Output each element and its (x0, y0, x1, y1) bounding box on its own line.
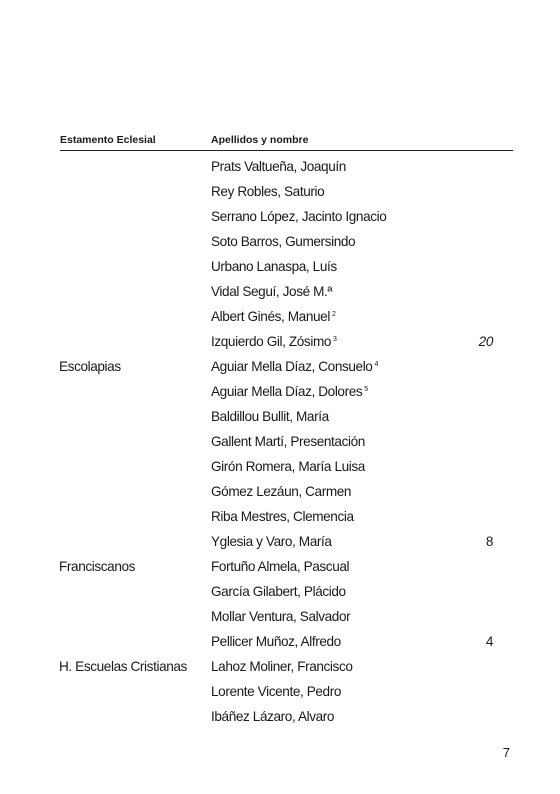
row-name-text: Aguiar Mella Díaz, Consuelo (211, 359, 373, 374)
row-name (211, 634, 341, 649)
table-row (0, 204, 560, 229)
row-name-text: Serrano López, Jacinto Ignacio (211, 209, 387, 224)
page-number: 7 (502, 745, 510, 760)
table-row (0, 304, 560, 329)
table-row (0, 554, 560, 579)
row-name (211, 234, 355, 249)
row-name-text: Izquierdo Gil, Zósimo (211, 334, 332, 349)
row-name (211, 459, 365, 474)
table-row (0, 254, 560, 279)
table-row (0, 504, 560, 529)
row-name-text: Riba Mestres, Clemencia (211, 509, 354, 524)
row-name-text: Lorente Vicente, Pedro (211, 684, 342, 699)
row-name-text: Yglesia y Varo, María (211, 534, 332, 549)
row-name (211, 559, 349, 574)
row-name-text: Baldillou Bullit, María (211, 409, 329, 424)
table-row (0, 454, 560, 479)
row-name (211, 259, 337, 274)
row-name (211, 434, 365, 449)
table-row (0, 679, 560, 704)
row-name (211, 284, 332, 299)
table-row (0, 704, 560, 729)
table-row (0, 604, 560, 629)
row-name-text: Gallent Martí, Presentación (211, 434, 365, 449)
row-name-text: Girón Romera, María Luisa (211, 459, 365, 474)
table-row (0, 354, 560, 379)
row-total: 8 (485, 534, 493, 549)
row-name-text: Albert Ginés, Manuel (211, 309, 330, 324)
table-row (0, 154, 560, 179)
row-name (211, 509, 354, 524)
row-name-text: Pellicer Muñoz, Alfredo (211, 634, 341, 649)
row-name-text: Vidal Seguí, José M.ª (211, 284, 333, 299)
table-row (0, 529, 560, 554)
table-row (0, 654, 560, 679)
table-body (0, 154, 560, 729)
row-total: 20 (478, 334, 493, 349)
row-name (211, 309, 335, 324)
row-name (211, 359, 378, 374)
row-name (211, 659, 353, 674)
row-name-text: Urbano Lanaspa, Luís (211, 259, 337, 274)
row-name (211, 709, 334, 724)
row-group: H. Escuelas Cristianas (59, 659, 187, 674)
footnote-marker: 4 (374, 361, 378, 368)
row-group: Franciscanos (59, 559, 136, 574)
row-name (211, 209, 386, 224)
table-header (60, 134, 513, 151)
row-name (211, 609, 350, 624)
row-name-text: Mollar Ventura, Salvador (211, 609, 351, 624)
table-row (0, 479, 560, 504)
row-name (211, 334, 337, 349)
row-name (211, 384, 368, 399)
table-row (0, 229, 560, 254)
table-row (0, 629, 560, 654)
column-header-apellidos: Apellidos y nombre (211, 134, 309, 146)
table-row (0, 379, 560, 404)
footnote-marker: 5 (364, 386, 368, 393)
row-name (211, 184, 324, 199)
row-name (211, 484, 351, 499)
row-name-text: Rey Robles, Saturio (211, 184, 325, 199)
row-name-text: Soto Barros, Gumersindo (211, 234, 356, 249)
row-name-text: Gómez Lezáun, Carmen (211, 484, 352, 499)
row-name-text: Fortuño Almela, Pascual (211, 559, 350, 574)
row-name-text: Lahoz Moliner, Francisco (211, 659, 353, 674)
column-header-estamento: Estamento Eclesial (60, 134, 156, 146)
row-name-text: Ibáñez Lázaro, Alvaro (211, 709, 335, 724)
footnote-marker: 3 (333, 336, 337, 343)
table-row (0, 179, 560, 204)
table-row (0, 429, 560, 454)
row-name (211, 534, 332, 549)
row-name (211, 409, 329, 424)
row-name (211, 584, 346, 599)
row-name-text: Prats Valtueña, Joaquín (211, 159, 346, 174)
row-group: Escolapias (59, 359, 121, 374)
table-row (0, 279, 560, 304)
table-row (0, 329, 560, 354)
row-name-text: Aguiar Mella Díaz, Dolores (211, 384, 363, 399)
row-name (211, 159, 346, 174)
row-name (211, 684, 341, 699)
table-row (0, 579, 560, 604)
footnote-marker: 2 (331, 311, 336, 318)
row-name-text: García Gilabert, Plácido (211, 584, 346, 599)
row-total: 4 (485, 634, 493, 649)
table-row (0, 404, 560, 429)
